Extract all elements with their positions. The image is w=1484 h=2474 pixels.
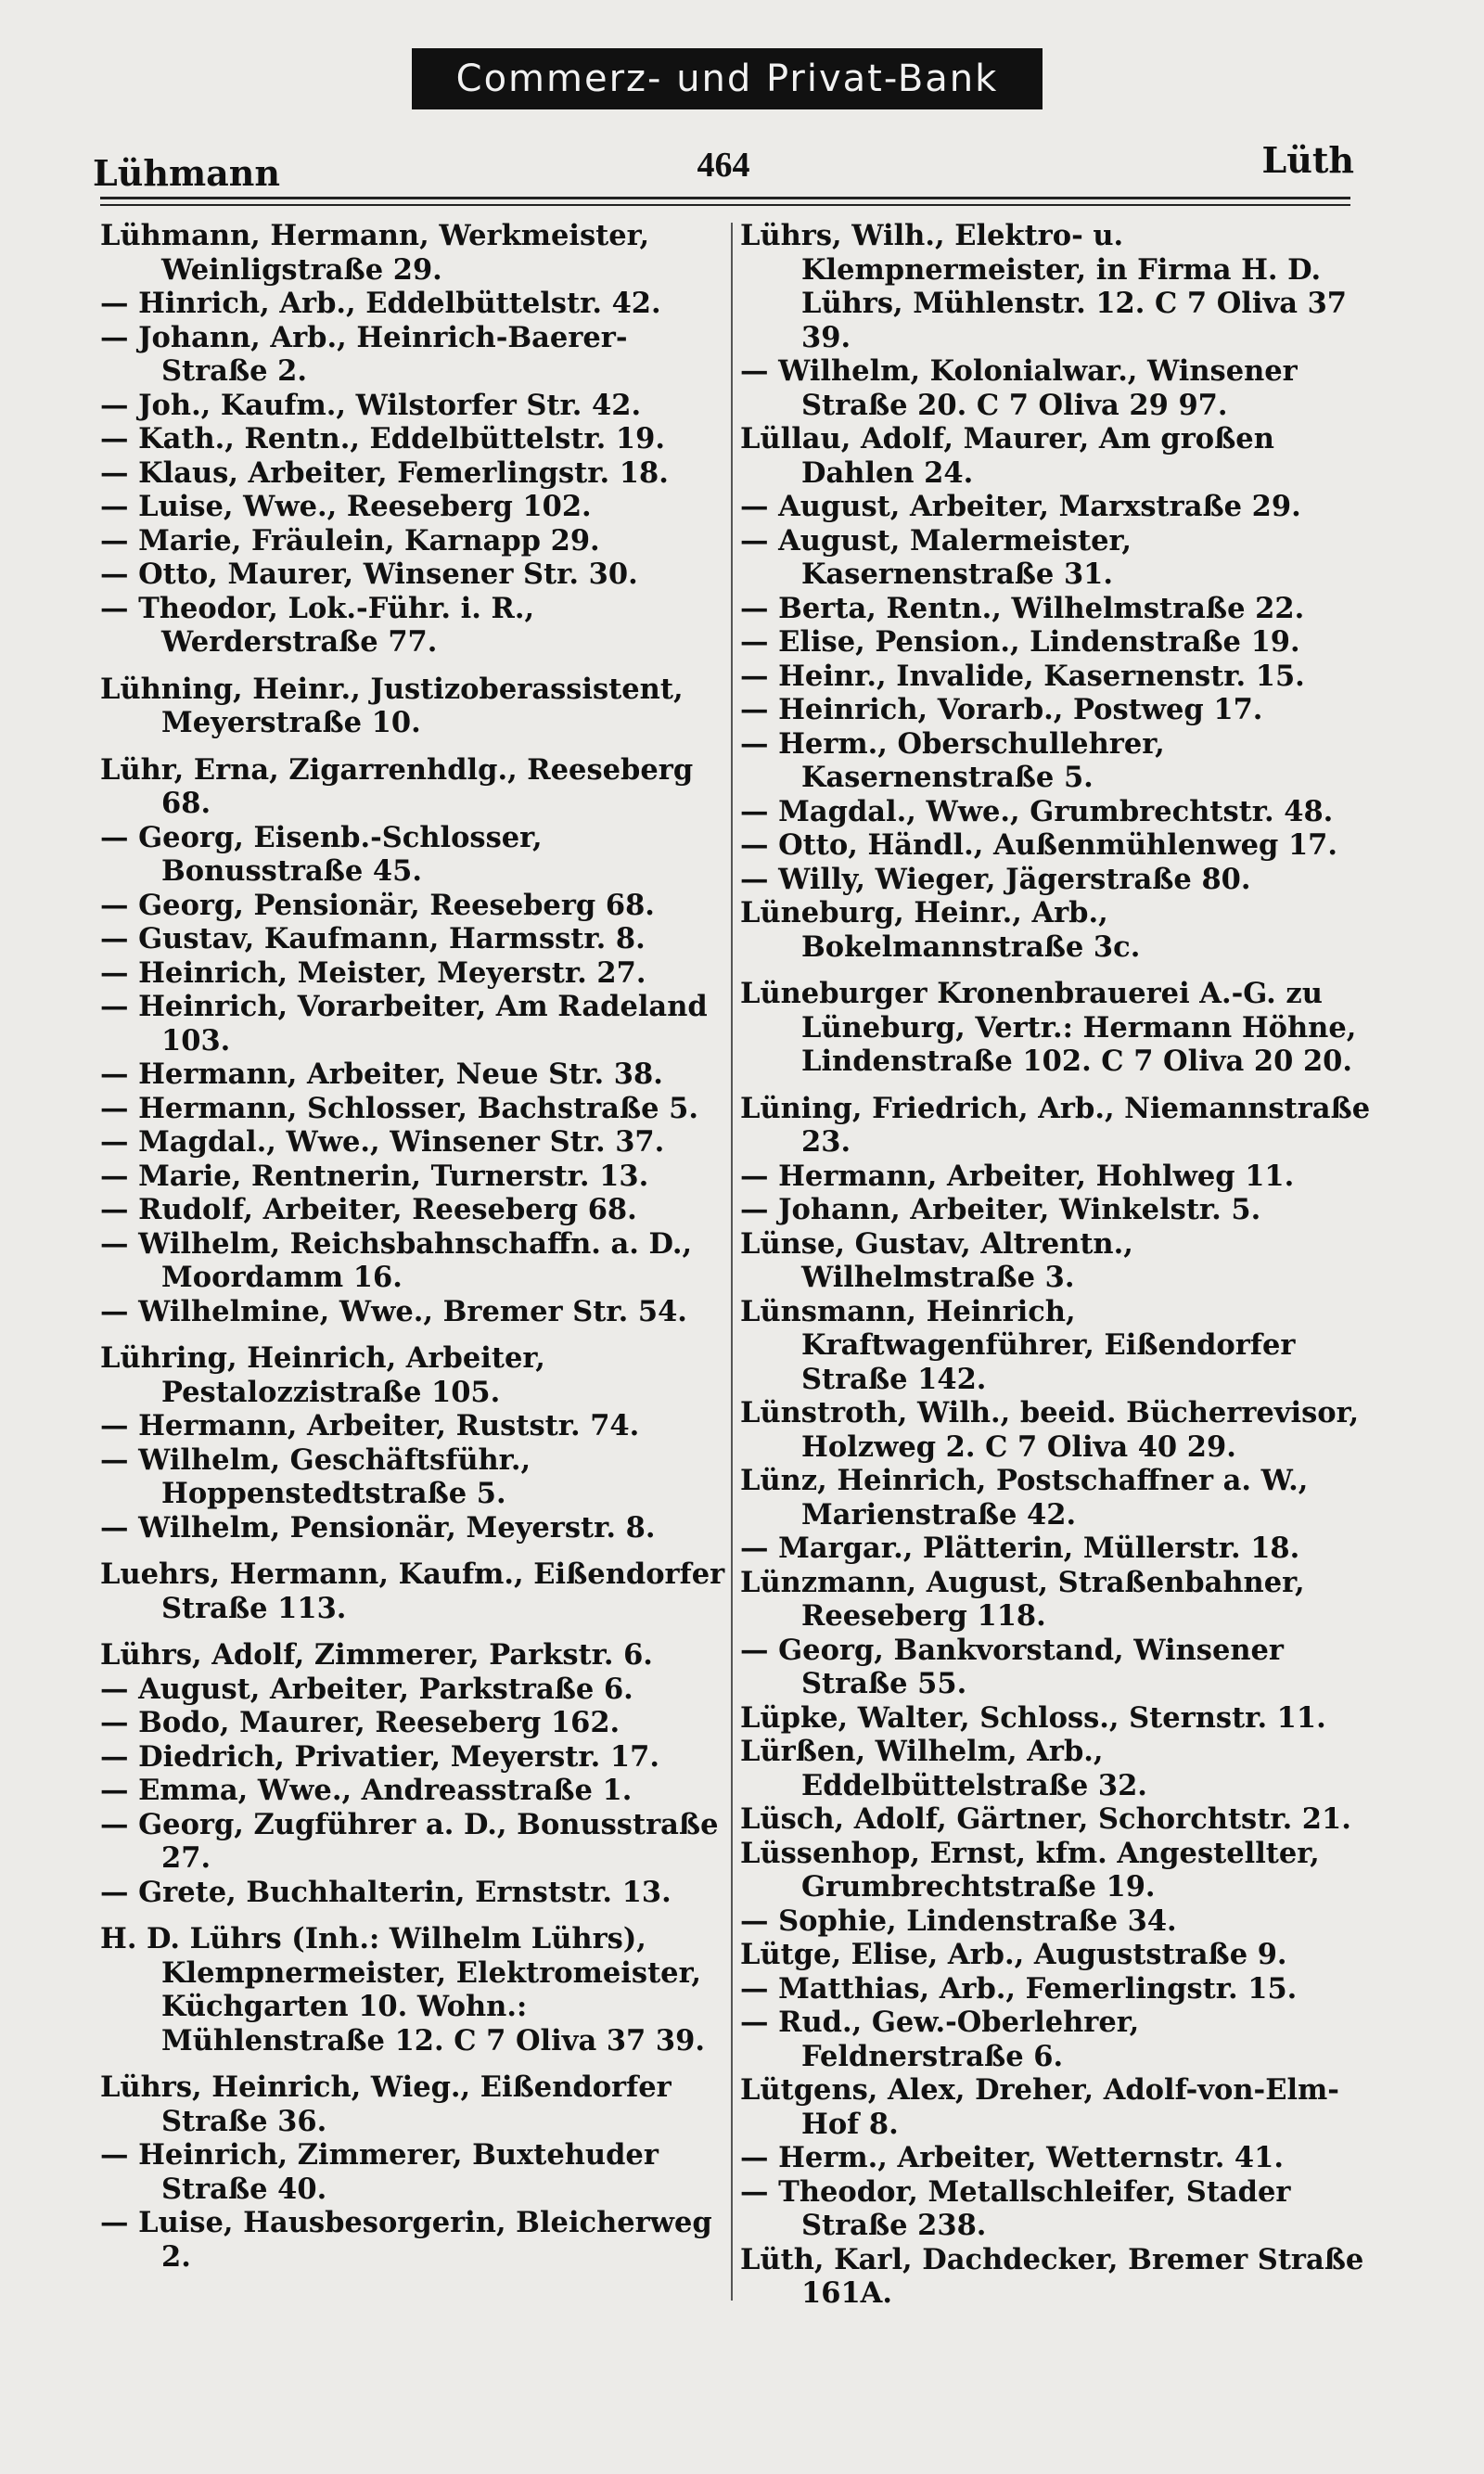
directory-entry: — Heinrich, Zimmerer, Buxtehuder Straße 40. bbox=[100, 2138, 659, 2206]
directory-entry: — Georg, Zugführer a. D., Bonusstraße 27. bbox=[100, 1807, 719, 1875]
directory-entry: Lütgens, Alex, Dreher, Adolf-von-Elm-Hof 8. bbox=[740, 2073, 1339, 2141]
directory-entry: — Marie, Fräulein, Karnapp 29. bbox=[100, 523, 600, 558]
directory-entry: — Marie, Rentnerin, Turnerstr. 13. bbox=[100, 1159, 649, 1193]
page-number: 464 bbox=[697, 146, 750, 185]
directory-entry: Lüth, Karl, Dachdecker, Bremer Straße 161A. bbox=[740, 2242, 1364, 2310]
directory-entry: H. D. Lührs (Inh.: Wilhelm Lührs), Klempnermeister, Elektromeister, Küchgarten 10. Wohn.: Mühlenstraße 12. C 7 Oliva 37 39. bbox=[100, 1922, 705, 2057]
directory-entry: Lühning, Heinr., Justizoberassistent, Meyerstraße 10. bbox=[100, 672, 684, 739]
directory-entry: — Margar., Plätterin, Müllerstr. 18. bbox=[740, 1532, 1300, 1565]
directory-entry: — Bodo, Maurer, Reeseberg 162. bbox=[100, 1706, 620, 1739]
directory-entry: — Georg, Eisenb.-Schlosser, Bonusstraße 45. bbox=[100, 820, 543, 888]
directory-entry: — Johann, Arb., Heinrich-Baerer-Straße 2. bbox=[100, 320, 628, 388]
directory-entry: — Rudolf, Arbeiter, Reeseberg 68. bbox=[100, 1193, 637, 1226]
directory-entry: — Theodor, Metallschleifer, Stader Straße 238. bbox=[740, 2174, 1291, 2242]
directory-entry: — Wilhelm, Geschäftsführ., Hoppenstedtstraße 5. bbox=[100, 1442, 531, 1510]
directory-entry: — Matthias, Arb., Femerlingstr. 15. bbox=[740, 1971, 1298, 2006]
directory-entry: — Luise, Wwe., Reeseberg 102. bbox=[100, 490, 592, 523]
directory-entry: — Klaus, Arbeiter, Femerlingstr. 18. bbox=[100, 455, 669, 490]
header-rule bbox=[100, 197, 1350, 199]
directory-entry: — Heinr., Invalide, Kasernenstr. 15. bbox=[740, 659, 1305, 693]
directory-entry: — Kath., Rentn., Eddelbüttelstr. 19. bbox=[100, 422, 665, 455]
bank-banner: Commerz- und Privat-Bank bbox=[412, 48, 1043, 109]
running-header bbox=[93, 139, 1354, 195]
directory-entry: — Willy, Wieger, Jägerstraße 80. bbox=[740, 862, 1251, 896]
column-divider bbox=[731, 223, 733, 2301]
directory-entry: — Magdal., Wwe., Winsener Str. 37. bbox=[100, 1125, 665, 1159]
directory-entry: Lünzmann, August, Straßenbahner, Reeseberg 118. bbox=[740, 1565, 1305, 1633]
directory-entry: — Diedrich, Privatier, Meyerstr. 17. bbox=[100, 1739, 659, 1774]
directory-entry: — Herm., Oberschullehrer, Kasernenstraße 5. bbox=[740, 726, 1165, 794]
directory-entry: — Berta, Rentn., Wilhelmstraße 22. bbox=[740, 591, 1305, 625]
directory-entry: Lüssenhop, Ernst, kfm. Angestellter, Grumbrechtstraße 19. bbox=[740, 1836, 1320, 1904]
directory-entry: — August, Arbeiter, Marxstraße 29. bbox=[740, 490, 1301, 523]
directory-entry: Luehrs, Hermann, Kaufm., Eißendorfer Straße 113. bbox=[100, 1557, 725, 1625]
directory-entry: — Hermann, Schlosser, Bachstraße 5. bbox=[100, 1091, 698, 1125]
right-column bbox=[740, 219, 1371, 2311]
directory-entry: — Joh., Kaufm., Wilstorfer Str. 42. bbox=[100, 388, 642, 422]
directory-entry: — Wilhelm, Kolonialwar., Winsener Straße 20. C 7 Oliva 29 97. bbox=[740, 354, 1298, 422]
directory-entry: — Johann, Arbeiter, Winkelstr. 5. bbox=[740, 1193, 1261, 1226]
header-first-name: Lühmann bbox=[93, 152, 281, 194]
directory-entry: Lünsmann, Heinrich, Kraftwagenführer, Eißendorfer Straße 142. bbox=[740, 1294, 1296, 1396]
directory-entry: Lüneburg, Heinr., Arb., Bokelmannstraße 3c. bbox=[740, 896, 1141, 964]
directory-entry: Lüning, Friedrich, Arb., Niemannstraße 23. bbox=[740, 1091, 1371, 1159]
directory-entry: — Gustav, Kaufmann, Harmsstr. 8. bbox=[100, 922, 646, 955]
directory-entry: — Luise, Hausbesorgerin, Bleicherweg 2. bbox=[100, 2206, 712, 2274]
directory-entry: — Heinrich, Vorarb., Postweg 17. bbox=[740, 693, 1263, 726]
directory-entry: Lührs, Adolf, Zimmerer, Parkstr. 6. bbox=[100, 1638, 653, 1672]
directory-entry: — Herm., Arbeiter, Wetternstr. 41. bbox=[740, 2141, 1284, 2174]
directory-entry: Lührs, Wilh., Elektro- u. Klempnermeister, in Firma H. D. Lührs, Mühlenstr. 12. C 7 Oliva 37 39. bbox=[740, 219, 1348, 354]
directory-entry: — Grete, Buchhalterin, Ernststr. 13. bbox=[100, 1875, 672, 1909]
directory-entry: Lürßen, Wilhelm, Arb., Eddelbüttelstraße 32. bbox=[740, 1735, 1147, 1802]
directory-entry: — Theodor, Lok.-Führ. i. R., Werderstraße 77. bbox=[100, 591, 535, 659]
directory-entry: — Elise, Pension., Lindenstraße 19. bbox=[740, 625, 1300, 659]
directory-entry: — Otto, Händl., Außenmühlenweg 17. bbox=[740, 828, 1338, 862]
directory-entry: Lüsch, Adolf, Gärtner, Schorchtstr. 21. bbox=[740, 1802, 1351, 1836]
directory-entry: Lünse, Gustav, Altrentn., Wilhelmstraße 3. bbox=[740, 1226, 1133, 1294]
directory-entry: Lütge, Elise, Arb., Auguststraße 9. bbox=[740, 1938, 1287, 1971]
directory-entry: — Heinrich, Meister, Meyerstr. 27. bbox=[100, 955, 646, 990]
directory-entry: Lüllau, Adolf, Maurer, Am großen Dahlen 24. bbox=[740, 422, 1274, 490]
directory-entry: Lüneburger Kronenbrauerei A.-G. zu Lüneburg, Vertr.: Hermann Höhne, Lindenstraße 102. C 7 Oliva 20 20. bbox=[740, 977, 1357, 1078]
directory-entry: — Magdal., Wwe., Grumbrechtstr. 48. bbox=[740, 794, 1334, 828]
directory-entry: Lünz, Heinrich, Postschaffner a. W., Marienstraße 42. bbox=[740, 1464, 1309, 1532]
directory-entry: — Wilhelm, Reichsbahnschaffn. a. D., Moordamm 16. bbox=[100, 1226, 693, 1294]
directory-entry: — Hinrich, Arb., Eddelbüttelstr. 42. bbox=[100, 287, 661, 320]
directory-entry: Lünstroth, Wilh., beeid. Bücherrevisor, Holzweg 2. C 7 Oliva 40 29. bbox=[740, 1396, 1360, 1464]
directory-entry: Lührs, Heinrich, Wieg., Eißendorfer Straße 36. bbox=[100, 2070, 672, 2138]
directory-entry: — Hermann, Arbeiter, Ruststr. 74. bbox=[100, 1409, 640, 1442]
directory-entry: Lüpke, Walter, Schloss., Sternstr. 11. bbox=[740, 1700, 1326, 1735]
directory-entry: — Emma, Wwe., Andreasstraße 1. bbox=[100, 1774, 633, 1807]
directory-entry: Lühring, Heinrich, Arbeiter, Pestalozzistraße 105. bbox=[100, 1341, 545, 1409]
directory-entry: — Otto, Maurer, Winsener Str. 30. bbox=[100, 558, 638, 591]
directory-entry: — Georg, Bankvorstand, Winsener Straße 55. bbox=[740, 1633, 1284, 1700]
header-rule-double bbox=[100, 204, 1350, 206]
directory-entry: — Hermann, Arbeiter, Neue Str. 38. bbox=[100, 1058, 663, 1091]
directory-entry: — Rud., Gew.-Oberlehrer, Feldnerstraße 6. bbox=[740, 2006, 1140, 2073]
left-column bbox=[100, 219, 731, 2274]
directory-entry: Lühmann, Hermann, Werkmeister, Weinligstraße 29. bbox=[100, 219, 650, 287]
directory-entry: — Hermann, Arbeiter, Hohlweg 11. bbox=[740, 1159, 1295, 1193]
directory-entry: — Wilhelm, Pensionär, Meyerstr. 8. bbox=[100, 1510, 656, 1545]
directory-entry: — August, Malermeister, Kasernenstraße 31. bbox=[740, 523, 1132, 591]
directory-entry: — August, Arbeiter, Parkstraße 6. bbox=[100, 1672, 633, 1706]
directory-entry: — Georg, Pensionär, Reeseberg 68. bbox=[100, 888, 655, 922]
directory-entry: — Sophie, Lindenstraße 34. bbox=[740, 1904, 1177, 1938]
header-last-name: Lüth bbox=[1261, 139, 1354, 181]
directory-entry: — Heinrich, Vorarbeiter, Am Radeland 103. bbox=[100, 990, 708, 1058]
directory-entry: Lühr, Erna, Zigarrenhdlg., Reeseberg 68. bbox=[100, 752, 694, 820]
directory-entry: — Wilhelmine, Wwe., Bremer Str. 54. bbox=[100, 1294, 687, 1328]
